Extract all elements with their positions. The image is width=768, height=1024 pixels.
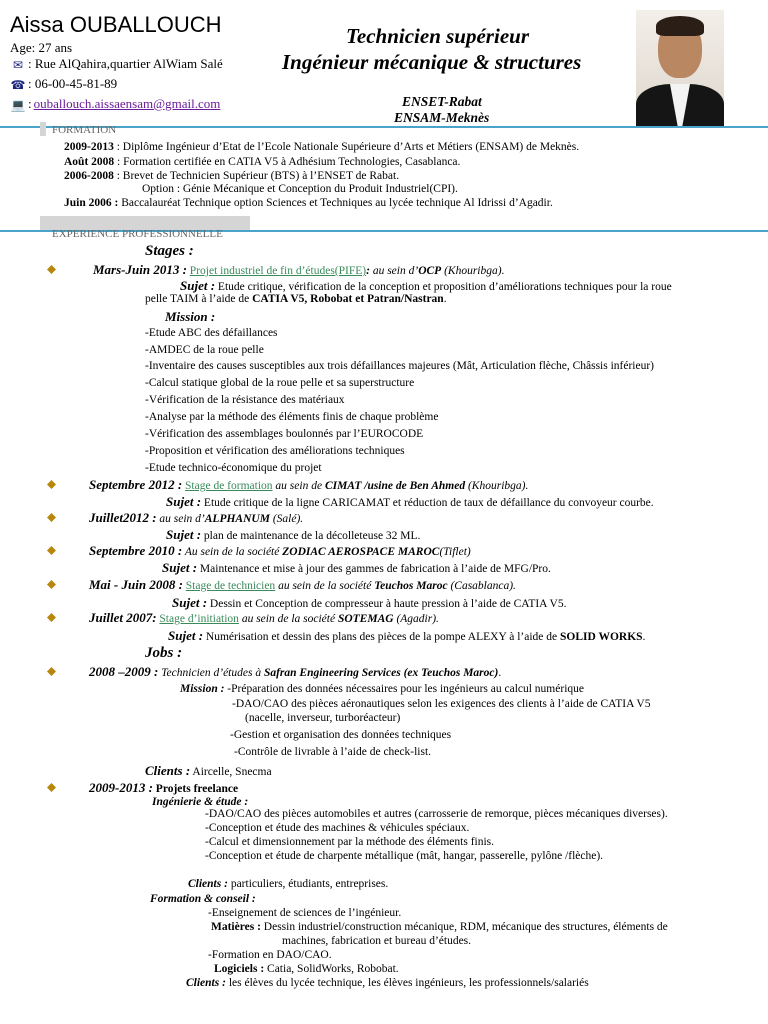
mission-item: -Analyse par la méthode des éléments finis de chaque problème bbox=[145, 411, 439, 423]
title-line-2: Ingénieur mécanique & structures bbox=[282, 50, 582, 74]
phone-line bbox=[10, 76, 117, 92]
mission-item: (nacelle, inverseur, turboréacteur) bbox=[245, 712, 401, 724]
mission-item: -Etude technico-économique du projet bbox=[145, 462, 322, 474]
job-item-safran: 2008 –2009 : Technicien d’études à Safran Engineering Services (ex Teuchos Maroc). bbox=[89, 664, 502, 679]
mission-item: -DAO/CAO des pièces aéronautiques selon les exigences des clients à l’aide de CATIA V5 bbox=[232, 698, 651, 710]
form-item: -Formation en DAO/CAO. bbox=[208, 949, 332, 961]
ing-label: Ingénierie & étude : bbox=[152, 796, 249, 808]
stage-link-technicien[interactable]: Stage de technicien bbox=[185, 580, 276, 592]
experience-heading: EXPERIENCE PROFESSIONNELLE bbox=[52, 228, 223, 240]
mission-item: -Contrôle de livrable à l’aide de check-list. bbox=[234, 746, 432, 758]
computer-icon: 💻 bbox=[10, 97, 26, 112]
mission-item: -Inventaire des causes susceptibles aux trois défaillances majeures (Mât, Articulation flèche, Châssis inférieur) bbox=[145, 360, 655, 372]
stage-item-ocp: Mars-Juin 2013 : Projet industriel de fin d’études(PIFE): au sein d’OCP (Khouribga). bbox=[93, 262, 505, 277]
diamond-bullet-icon bbox=[47, 667, 56, 676]
stage-sujet: Sujet : Numérisation et dessin des plans des pièces de la pompe ALEXY à l’aide de SOLID WORKS. bbox=[168, 628, 646, 643]
job-mission: Mission : -Préparation des données nécessaires pour les ingénieurs au calcul numérique bbox=[180, 683, 584, 695]
formation-item: Août 2008 : Formation certifiée en CATIA V5 à Adhésium Technologies, Casablanca. bbox=[64, 156, 461, 168]
email-prefix: : bbox=[28, 96, 32, 111]
profile-photo bbox=[636, 10, 724, 126]
candidate-name: Aissa OUBALLOUCH bbox=[10, 12, 222, 37]
mission-item: -AMDEC de la roue pelle bbox=[145, 344, 264, 356]
school-enset: ENSET-Rabat bbox=[402, 94, 482, 109]
email-link[interactable]: ouballouch.aissaensam@gmail.com bbox=[33, 96, 221, 111]
matieres-cont: machines, fabrication et bureau d’études. bbox=[282, 935, 472, 947]
mission-item: -Gestion et organisation des données techniques bbox=[230, 729, 452, 741]
mission-label: Mission : bbox=[165, 309, 216, 324]
stage-item-teuchos: Mai - Juin 2008 : Stage de technicien au sein de la société Teuchos Maroc (Casablanca). bbox=[89, 577, 516, 592]
stage-link-initiation[interactable]: Stage d’initiation bbox=[159, 613, 239, 625]
diamond-bullet-icon bbox=[47, 580, 56, 589]
stage-sujet: Sujet : Dessin et Conception de compresseur à haute pression à l’aide de CATIA V5. bbox=[172, 595, 567, 610]
ing-item: -DAO/CAO des pièces automobiles et autres (carrosserie de remorque, pièces mécaniques diverses). bbox=[205, 808, 668, 820]
stage-sujet: Sujet : Etude critique, vérification de la conception et proposition d’améliorations techniques pour la roue bbox=[180, 278, 672, 293]
formation-item: Option : Génie Mécanique et Conception du Produit Industriel(CPI). bbox=[142, 183, 458, 195]
mission-item: -Vérification des assemblages boulonnés par l’EUROCODE bbox=[145, 428, 424, 440]
diamond-bullet-icon bbox=[47, 613, 56, 622]
diamond-bullet-icon bbox=[47, 513, 56, 522]
title-line-1: Technicien supérieur bbox=[346, 24, 529, 48]
email-line bbox=[10, 96, 220, 112]
stage-item-sotemag: Juillet 2007: Stage d’initiation au sein de la société SOTEMAG (Agadir). bbox=[89, 610, 439, 625]
freelance-clients-2: Clients : les élèves du lycée technique, les élèves ingénieurs, les professionnels/salariés bbox=[186, 977, 589, 989]
stage-sujet: Sujet : plan de maintenance de la décolleteuse 32 ML. bbox=[166, 527, 421, 542]
address-line bbox=[10, 56, 223, 72]
logiciels: Logiciels : Catia, SolidWorks, Robobat. bbox=[214, 963, 399, 975]
formation-item: 2009-2013 : Diplôme Ingénieur d’Etat de l’Ecole Nationale Supérieure d’Arts et Métiers (ENSAM) de Meknès. bbox=[64, 141, 580, 153]
stage-item-cimat: Septembre 2012 : Stage de formation au sein de CIMAT /usine de Ben Ahmed (Khouribga). bbox=[89, 477, 529, 492]
formation-item: 2006-2008 : Brevet de Technicien Supérieur (BTS) à l’ENSET de Rabat. bbox=[64, 170, 400, 182]
stage-item-zodiac: Septembre 2010 : Au sein de la société ZODIAC AEROSPACE MAROC(Tiflet) bbox=[89, 543, 471, 558]
stage-sujet: Sujet : Etude critique de la ligne CARICAMAT et réduction de taux de défaillance du convoyeur courbe. bbox=[166, 494, 654, 509]
school-ensam: ENSAM-Meknès bbox=[394, 110, 490, 125]
jobs-title: Jobs : bbox=[145, 645, 183, 661]
stage-sujet: Sujet : Maintenance et mise à jour des gammes de fabrication à l’aide de MFG/Pro. bbox=[162, 560, 551, 575]
job-item-freelance: 2009-2013 : Projets freelance bbox=[89, 780, 239, 795]
ing-item: -Conception et étude de charpente métallique (mât, hangar, passerelle, pylône /flèche). bbox=[205, 850, 604, 862]
stage-item-alphanum: Juillet2012 : au sein d’ALPHANUM (Salé). bbox=[89, 510, 304, 525]
stage-link-pife[interactable]: Projet industriel de fin d’études(PIFE) bbox=[189, 265, 367, 277]
envelope-icon: ✉ bbox=[12, 57, 24, 72]
ing-item: -Calcul et dimensionnement par la méthode des éléments finis. bbox=[205, 836, 495, 848]
diamond-bullet-icon bbox=[47, 546, 56, 555]
formation-item: Juin 2006 : Baccalauréat Technique option Sciences et Techniques au lycée technique Al Idrissi d’Agadir. bbox=[64, 197, 553, 209]
diamond-bullet-icon bbox=[47, 265, 56, 274]
diamond-bullet-icon bbox=[47, 480, 56, 489]
mission-item: -Etude ABC des défaillances bbox=[145, 327, 278, 339]
stage-link-formation[interactable]: Stage de formation bbox=[185, 480, 273, 492]
mission-item: -Vérification de la résistance des matériaux bbox=[145, 394, 345, 406]
matieres: Matières : Dessin industriel/construction mécanique, RDM, mécanique des structures, éléments de bbox=[211, 921, 668, 933]
formation-heading: FORMATION bbox=[52, 124, 117, 136]
address-text: : Rue AlQahira,quartier AlWiam Salé bbox=[28, 56, 223, 71]
stages-title: Stages : bbox=[145, 243, 194, 259]
freelance-clients: Clients : particuliers, étudiants, entreprises. bbox=[188, 878, 389, 890]
job-clients: Clients : Aircelle, Snecma bbox=[145, 763, 272, 778]
phone-text: : 06-00-45-81-89 bbox=[28, 76, 118, 91]
mission-item: -Proposition et vérification des améliorations techniques bbox=[145, 445, 405, 457]
stage-sujet-cont: pelle TAIM à l’aide de CATIA V5, Robobat et Patran/Nastran. bbox=[145, 293, 447, 305]
formation-conseil-label: Formation & conseil : bbox=[150, 893, 256, 905]
phone-icon: ☎ bbox=[10, 77, 26, 92]
form-item: -Enseignement de sciences de l’ingénieur. bbox=[208, 907, 402, 919]
diamond-bullet-icon bbox=[47, 783, 56, 792]
age: Age: 27 ans bbox=[10, 40, 73, 55]
ing-item: -Conception et étude des machines & véhicules spéciaux. bbox=[205, 822, 470, 834]
mission-item: -Calcul statique global de la roue pelle et sa superstructure bbox=[145, 377, 415, 389]
